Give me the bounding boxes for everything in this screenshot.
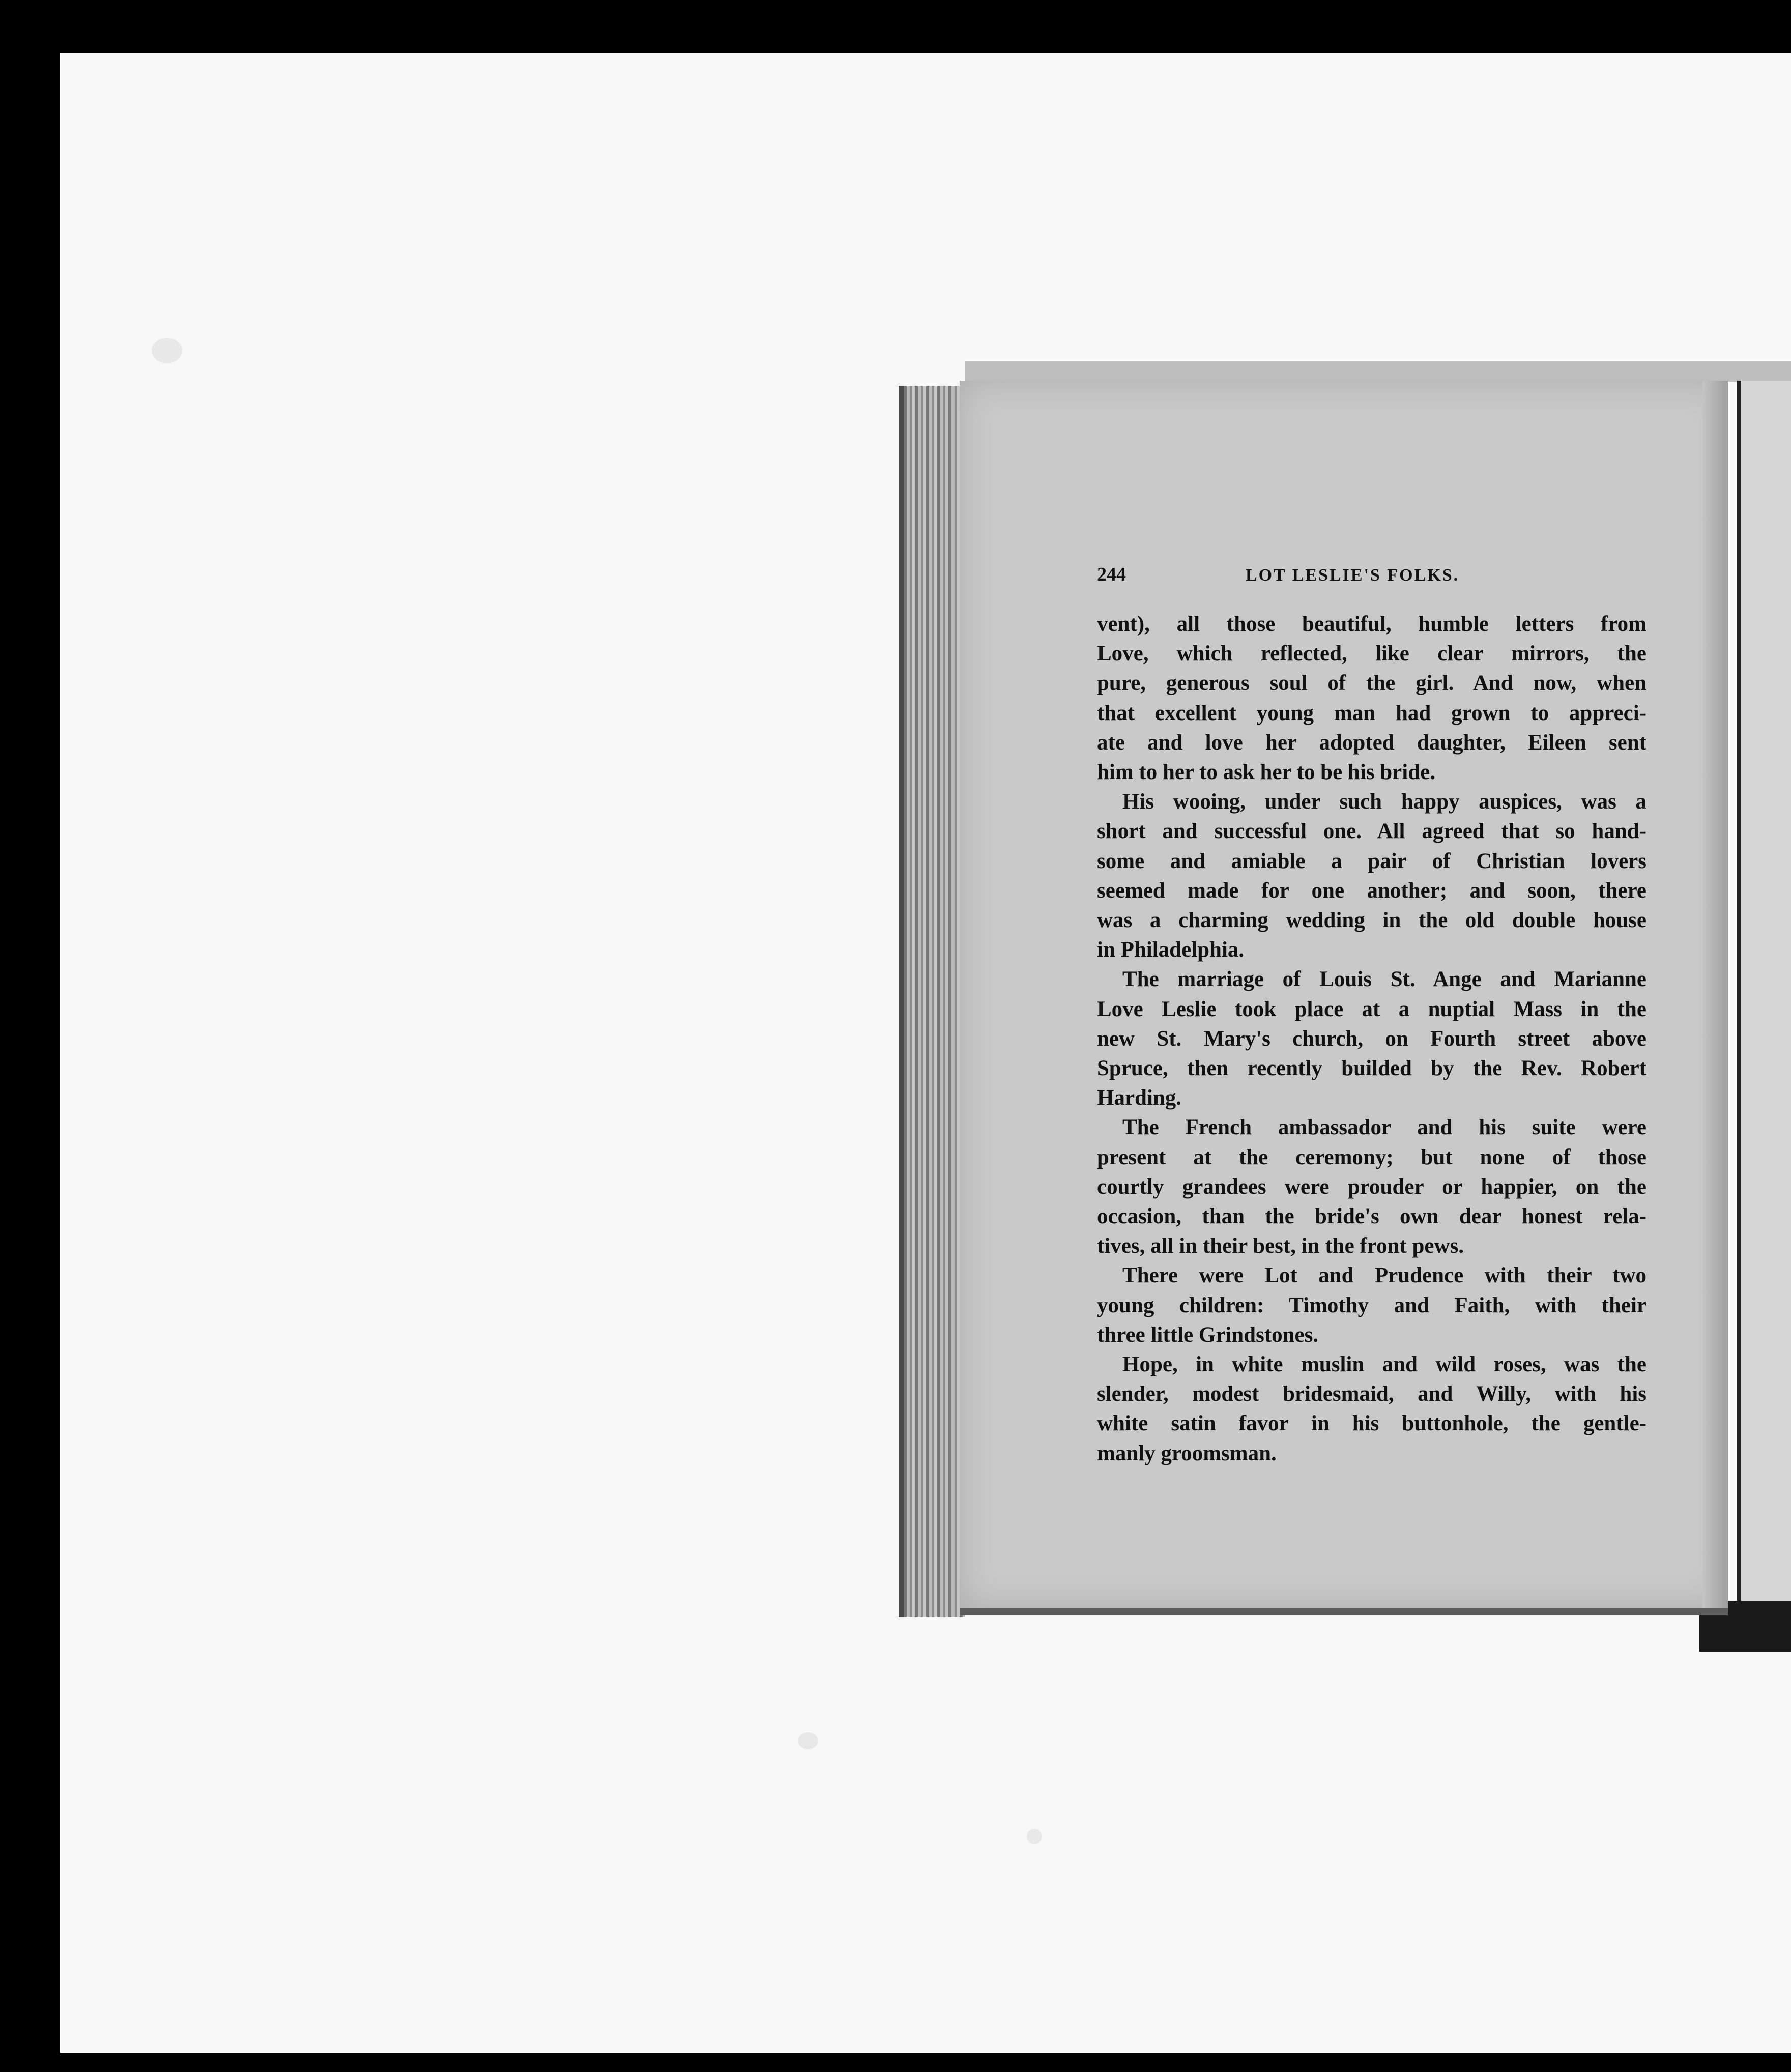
running-title: LOT LESLIE'S FOLKS. [1246,566,1460,585]
paragraph [1097,965,1646,1113]
text-line: him to her to ask her to be his bride. [1097,760,1435,785]
text-line: young children: Timothy and Faith, with their [1097,1293,1646,1317]
text-line: that excellent young man had grown to appreci- [1097,701,1646,725]
page-edges [899,386,965,1617]
dust-speck [1027,1829,1042,1844]
text-line: ate and love her adopted daughter, Eileen sent [1097,730,1646,755]
text-line: Spruce, then recently builded by the Rev. Robert [1097,1056,1646,1081]
text-line: courtly grandees were prouder or happier, on the [1097,1174,1646,1199]
book-cover-top [965,361,1791,382]
text-line: occasion, than the bride's own dear honest rela- [1097,1204,1646,1229]
book-page [960,381,1728,1615]
text-line: three little Grindstones. [1097,1322,1319,1347]
text-line: Hope, in white muslin and wild roses, was the [1122,1352,1646,1377]
dust-speck [152,338,182,363]
paragraph [1097,610,1646,787]
text-line: some and amiable a pair of Christian lovers [1097,849,1646,873]
text-line: tives, all in their best, in the front pews. [1097,1234,1464,1258]
text-line: new St. Mary's church, on Fourth street above [1097,1026,1646,1051]
text-line: The French ambassador and his suite were [1122,1115,1646,1140]
text-line: seemed made for one another; and soon, there [1097,878,1646,903]
page-gutter [1702,381,1728,1608]
text-line: white satin favor in his buttonhole, the gentle- [1097,1412,1646,1436]
text-line: present at the ceremony; but none of those [1097,1145,1646,1169]
text-line: Harding. [1097,1086,1182,1110]
text-line: Love, which reflected, like clear mirrors, the [1097,642,1646,666]
page-body [1097,610,1646,1469]
text-line: in Philadelphia. [1097,938,1245,962]
text-line: His wooing, under such happy auspices, was a [1122,790,1646,814]
text-line: vent), all those beautiful, humble letters from [1097,612,1646,636]
dust-speck [798,1732,818,1749]
paragraph [1097,1113,1646,1261]
text-line: short and successful one. All agreed that so hand- [1097,819,1646,844]
paragraph [1097,787,1646,965]
text-line: There were Lot and Prudence with their two [1122,1263,1646,1288]
text-line: pure, generous soul of the girl. And now, when [1097,671,1646,696]
open-book [899,361,1791,1618]
text-line: Love Leslie took place at a nuptial Mass in the [1097,997,1646,1021]
text-line: was a charming wedding in the old double house [1097,908,1646,933]
paragraph [1097,1261,1646,1350]
page-number: 244 [1097,564,1126,585]
paragraph [1097,1350,1646,1469]
facing-page-edge [1737,381,1791,1622]
text-line: manly groomsman. [1097,1441,1277,1465]
text-line: The marriage of Louis St. Ange and Marianne [1122,967,1646,992]
text-line: slender, modest bridesmaid, and Willy, with his [1097,1382,1646,1406]
